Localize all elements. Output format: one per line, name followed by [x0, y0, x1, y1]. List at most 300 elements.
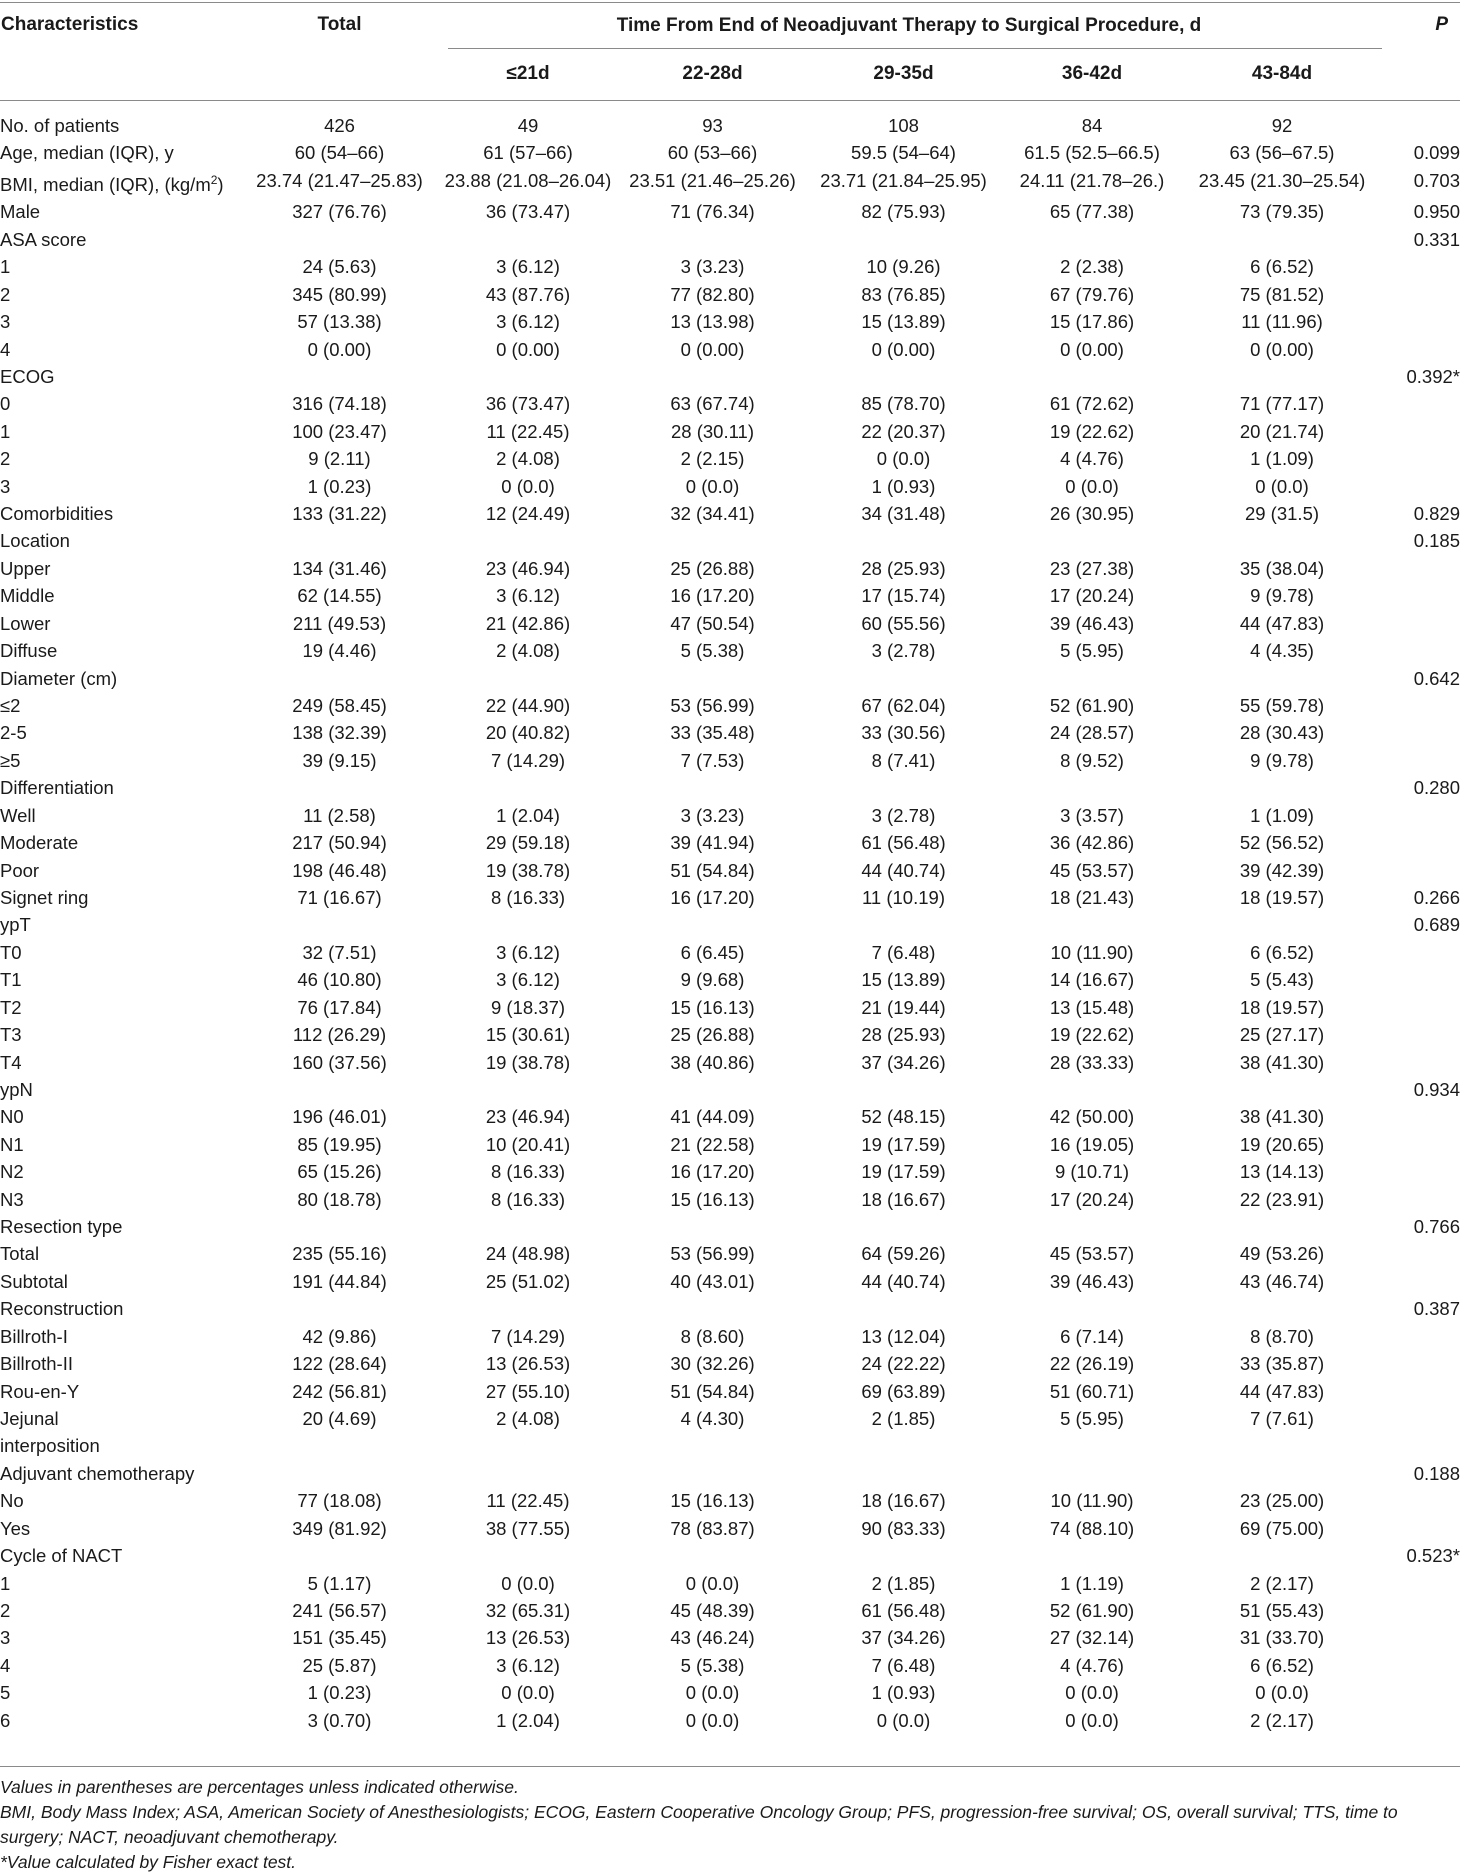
row-label — [0, 911, 238, 938]
group-cell: 16 (19.05) — [1049, 1133, 1135, 1155]
total-cell: 241 (56.57) — [292, 1599, 387, 1621]
group-cell: 19 (17.59) — [861, 1161, 946, 1183]
p-value-cell — [1377, 1049, 1460, 1076]
table-row — [0, 637, 1460, 664]
group-cell: 7 (6.48) — [871, 941, 936, 963]
table-row — [0, 1158, 1460, 1185]
group-cell — [997, 363, 1187, 390]
group-cell: 23 (46.94) — [485, 557, 571, 579]
total-cell: 217 (50.94) — [292, 832, 387, 854]
row-label — [0, 610, 238, 637]
group-cell — [1187, 1213, 1377, 1240]
total-cell: 5 (1.17) — [307, 1572, 372, 1594]
group-cell: 53 (56.99) — [670, 1243, 755, 1265]
group-cell: 28 (30.43) — [1239, 722, 1325, 744]
total-cell: 191 (44.84) — [292, 1270, 387, 1292]
row-label — [0, 308, 238, 335]
group-cell: 77 (82.80) — [670, 283, 755, 305]
group-cell: 64 (59.26) — [861, 1243, 946, 1265]
group-cell: 12 (24.49) — [485, 503, 571, 525]
group-cell — [810, 226, 997, 253]
group-cell: 3 (2.78) — [871, 804, 936, 826]
total-cell: 46 (10.80) — [297, 969, 382, 991]
group-cell: 0 (0.00) — [1060, 338, 1124, 360]
group-cell: 3 (6.12) — [496, 585, 560, 607]
group-cell: 18 (21.43) — [1049, 886, 1135, 908]
group-cell: 10 (20.41) — [485, 1133, 571, 1155]
table-bottom-rule — [0, 1766, 1460, 1767]
total-cell: 76 (17.84) — [297, 996, 382, 1018]
table-row — [0, 1570, 1460, 1597]
group-cell: 44 (47.83) — [1239, 1380, 1325, 1402]
row-label-text: Comorbidities — [0, 503, 114, 525]
group-cell: 19 (20.65) — [1239, 1133, 1325, 1155]
footnote: BMI, Body Mass Index; ASA, American Society of Anesthesiologists; ECOG, Eastern Cooperative Oncology Group; PFS, progression-free survival; OS, overall survival; TTS, time to surgery; NACT, neoadjuvant chemotherapy. — [0, 1802, 1398, 1847]
row-label-text: Differentiation — [0, 777, 114, 799]
group-cell — [615, 1213, 810, 1240]
table-row — [0, 253, 1460, 280]
group-cell: 24 (48.98) — [485, 1243, 571, 1265]
p-value-cell: 0.331 — [1413, 228, 1460, 250]
row-label-text: 3 — [0, 1627, 11, 1649]
group-cell: 44 (40.74) — [861, 1270, 946, 1292]
group-cell: 17 (20.24) — [1049, 585, 1135, 607]
total-cell: 77 (18.08) — [297, 1490, 382, 1512]
table-row — [0, 363, 1460, 390]
row-label-text: Reconstruction — [0, 1298, 124, 1320]
group-cell: 24.11 (21.78–26.) — [1019, 169, 1165, 191]
row-label-text: N1 — [0, 1133, 24, 1155]
total-cell: 80 (18.78) — [297, 1188, 382, 1210]
group-cell: 52 (61.90) — [1049, 695, 1135, 717]
row-label-text: 1 — [0, 1572, 11, 1594]
total-cell: 57 (13.38) — [297, 311, 382, 333]
group-cell: 28 (33.33) — [1049, 1051, 1135, 1073]
group-cell: 61.5 (52.5–66.5) — [1024, 142, 1160, 164]
group-cell: 43 (46.24) — [670, 1627, 755, 1649]
group-cell: 0 (0.0) — [1255, 1682, 1309, 1704]
p-value-cell: 0.185 — [1413, 530, 1460, 552]
group-cell: 78 (83.87) — [670, 1517, 755, 1539]
p-value-cell — [1377, 857, 1460, 884]
row-label — [0, 1707, 238, 1734]
group-cell: 39 (46.43) — [1049, 1270, 1135, 1292]
table-row — [0, 1432, 1460, 1459]
group-cell — [1187, 1295, 1377, 1322]
row-label — [0, 363, 238, 390]
group-cell: 13 (26.53) — [485, 1627, 571, 1649]
group-cell: 60 (53–66) — [667, 142, 758, 164]
row-label — [0, 719, 238, 746]
group-cell: 3 (6.12) — [496, 941, 560, 963]
row-label — [0, 390, 238, 417]
p-value-cell: 0.188 — [1413, 1462, 1460, 1484]
group-cell: 51 (54.84) — [670, 859, 755, 881]
p-value-cell — [1377, 1597, 1460, 1624]
group-cell: 18 (16.67) — [861, 1188, 946, 1210]
row-label-text: T1 — [0, 969, 22, 991]
group-cell: 8 (7.41) — [871, 749, 936, 771]
total-cell: 23.74 (21.47–25.83) — [256, 169, 423, 191]
group-cell: 17 (20.24) — [1049, 1188, 1135, 1210]
table-header — [0, 3, 1460, 100]
p-value-cell — [1377, 1350, 1460, 1377]
header-subgroup: 43-84d — [1251, 63, 1313, 84]
p-value-cell: 0.703 — [1413, 169, 1460, 191]
table-row — [0, 1378, 1460, 1405]
row-label-text: Male — [0, 201, 41, 223]
group-cell — [810, 774, 997, 801]
table-row — [0, 994, 1460, 1021]
table-row — [0, 1268, 1460, 1295]
total-cell: 242 (56.81) — [292, 1380, 387, 1402]
total-cell: 249 (58.45) — [292, 695, 387, 717]
group-cell: 8 (9.52) — [1060, 749, 1124, 771]
group-cell — [441, 665, 615, 692]
table-row — [0, 857, 1460, 884]
group-cell: 2 (2.17) — [1250, 1572, 1314, 1594]
total-cell: 100 (23.47) — [292, 420, 387, 442]
group-cell: 15 (16.13) — [670, 996, 755, 1018]
p-value-cell — [1377, 1487, 1460, 1514]
group-cell: 17 (15.74) — [861, 585, 946, 607]
group-cell — [615, 665, 810, 692]
table-row — [0, 1624, 1460, 1651]
group-cell: 39 (41.94) — [670, 832, 755, 854]
p-value-cell — [1377, 112, 1460, 139]
group-cell: 108 — [888, 115, 919, 136]
group-cell — [810, 1213, 997, 1240]
group-cell: 36 (73.47) — [485, 393, 571, 415]
group-cell — [997, 1542, 1187, 1569]
row-label — [0, 418, 238, 445]
row-label — [0, 1323, 238, 1350]
group-cell: 1 (0.93) — [871, 475, 936, 497]
group-cell: 9 (18.37) — [490, 996, 566, 1018]
row-label — [0, 1021, 238, 1048]
row-label-text: Well — [0, 804, 36, 826]
table-row — [0, 747, 1460, 774]
group-cell — [997, 1432, 1187, 1459]
group-cell: 11 (11.96) — [1241, 311, 1323, 333]
group-cell — [997, 1076, 1187, 1103]
group-cell: 13 (15.48) — [1049, 996, 1135, 1018]
group-cell: 59.5 (54–64) — [851, 142, 956, 164]
group-cell: 35 (38.04) — [1239, 557, 1325, 579]
p-value-cell: 0.392* — [1406, 365, 1460, 387]
table-row — [0, 473, 1460, 500]
group-cell — [615, 527, 810, 554]
group-cell: 74 (88.10) — [1049, 1517, 1135, 1539]
group-cell — [997, 774, 1187, 801]
group-cell: 0 (0.00) — [1250, 338, 1314, 360]
total-cell: 62 (14.55) — [297, 585, 382, 607]
group-cell: 25 (26.88) — [670, 557, 755, 579]
row-label — [0, 198, 238, 225]
group-cell — [810, 363, 997, 390]
group-cell: 23 (46.94) — [485, 1106, 571, 1128]
group-cell: 0 (0.0) — [501, 475, 555, 497]
group-cell: 15 (16.13) — [670, 1188, 755, 1210]
row-label-text: N0 — [0, 1106, 24, 1128]
p-value-cell — [1377, 1378, 1460, 1405]
group-cell: 21 (42.86) — [485, 612, 571, 634]
total-cell: 0 (0.00) — [307, 338, 372, 360]
group-cell: 23 (27.38) — [1049, 557, 1135, 579]
table-row — [0, 939, 1460, 966]
group-cell: 6 (6.52) — [1250, 256, 1314, 278]
total-cell — [238, 527, 441, 554]
p-value-cell: 0.829 — [1413, 503, 1460, 525]
p-value-cell: 0.387 — [1413, 1298, 1460, 1320]
group-cell: 82 (75.93) — [861, 201, 946, 223]
group-cell — [615, 911, 810, 938]
row-label-text: Diffuse — [0, 640, 58, 662]
group-cell: 30 (32.26) — [670, 1353, 755, 1375]
row-label-text: ECOG — [0, 365, 55, 387]
table-row — [0, 774, 1460, 801]
group-cell: 15 (17.86) — [1049, 311, 1135, 333]
total-cell: 196 (46.01) — [292, 1106, 387, 1128]
table-row — [0, 1213, 1460, 1240]
row-label — [0, 1158, 238, 1185]
row-label — [0, 1350, 238, 1377]
total-cell: 134 (31.46) — [292, 557, 387, 579]
group-cell: 25 (51.02) — [485, 1270, 571, 1292]
row-label — [0, 1515, 238, 1542]
group-cell: 2 (2.15) — [680, 448, 745, 470]
group-cell — [810, 527, 997, 554]
row-label-text: ypN — [0, 1078, 33, 1100]
group-cell: 5 (5.95) — [1060, 640, 1124, 662]
group-cell: 31 (33.70) — [1239, 1627, 1325, 1649]
group-cell: 15 (13.89) — [861, 311, 946, 333]
table-footnotes — [0, 1775, 1460, 1875]
row-label — [0, 747, 238, 774]
group-cell: 0 (0.0) — [1255, 475, 1309, 497]
table-row — [0, 281, 1460, 308]
group-cell: 9 (9.78) — [1250, 749, 1314, 771]
group-cell: 3 (3.23) — [680, 256, 745, 278]
group-cell: 18 (19.57) — [1239, 996, 1325, 1018]
p-value-cell: 0.280 — [1413, 777, 1460, 799]
group-cell: 7 (14.29) — [490, 1325, 566, 1347]
group-cell: 52 (48.15) — [861, 1106, 946, 1128]
p-value-cell — [1377, 1103, 1460, 1130]
total-cell: 9 (2.11) — [308, 448, 371, 470]
row-label-text: Moderate — [0, 832, 79, 854]
group-cell: 23.71 (21.84–25.95) — [820, 169, 987, 191]
row-label — [0, 112, 238, 139]
row-label-text: 4 — [0, 338, 11, 360]
group-cell: 0 (0.0) — [1065, 475, 1119, 497]
row-label-text: 6 — [0, 1709, 11, 1731]
p-value-cell — [1377, 966, 1460, 993]
group-cell: 19 (38.78) — [485, 1051, 571, 1073]
group-cell: 49 (53.26) — [1239, 1243, 1325, 1265]
group-cell: 73 (79.35) — [1239, 201, 1325, 223]
group-cell: 0 (0.00) — [871, 338, 936, 360]
row-label — [0, 445, 238, 472]
row-label-text: No. of patients — [0, 115, 120, 136]
group-cell: 22 (20.37) — [861, 420, 946, 442]
group-cell: 8 (16.33) — [490, 1161, 566, 1183]
row-label-text: 1 — [0, 420, 11, 442]
row-label — [0, 1570, 238, 1597]
row-label — [0, 1378, 238, 1405]
group-cell: 71 (76.34) — [670, 201, 755, 223]
p-value-cell — [1377, 1131, 1460, 1158]
group-cell: 21 (19.44) — [861, 996, 946, 1018]
table-row — [0, 308, 1460, 335]
total-cell: 160 (37.56) — [292, 1051, 387, 1073]
total-cell: 20 (4.69) — [302, 1407, 377, 1429]
total-cell: 19 (4.46) — [302, 640, 377, 662]
table-row — [0, 418, 1460, 445]
row-label-text: interposition — [0, 1435, 100, 1457]
group-cell — [1187, 1076, 1377, 1103]
table-row — [0, 692, 1460, 719]
table-row — [0, 829, 1460, 856]
total-cell — [238, 226, 441, 253]
group-cell: 3 (6.12) — [496, 311, 560, 333]
header-subgroup: 36-42d — [1061, 63, 1123, 84]
p-value-cell — [1377, 253, 1460, 280]
row-label — [0, 692, 238, 719]
group-cell: 9 (9.68) — [680, 969, 745, 991]
group-cell: 5 (5.43) — [1250, 969, 1314, 991]
header-subgroup: 29-35d — [873, 63, 934, 84]
total-cell: 349 (81.92) — [292, 1517, 387, 1539]
group-cell — [810, 1432, 997, 1459]
table-row — [0, 802, 1460, 829]
table-row — [0, 1597, 1460, 1624]
p-value-cell — [1377, 1323, 1460, 1350]
group-cell: 5 (5.95) — [1060, 1407, 1124, 1429]
group-cell: 22 (23.91) — [1239, 1188, 1325, 1210]
row-label — [0, 637, 238, 664]
table-row — [0, 966, 1460, 993]
table-row — [0, 527, 1460, 554]
p-value-cell: 0.934 — [1413, 1078, 1460, 1100]
total-cell: 24 (5.63) — [302, 256, 377, 278]
group-cell: 69 (63.89) — [861, 1380, 946, 1402]
group-cell: 9 (10.71) — [1054, 1161, 1130, 1183]
p-value-cell — [1377, 1186, 1460, 1213]
row-label-text: Lower — [0, 612, 51, 634]
group-cell: 16 (17.20) — [670, 886, 755, 908]
row-label — [0, 1295, 238, 1322]
group-cell — [997, 1213, 1187, 1240]
group-cell — [1187, 1542, 1377, 1569]
total-cell: 11 (2.58) — [303, 804, 376, 826]
row-label-text: Cycle of NACT — [0, 1545, 123, 1567]
row-label-tail: ) — [217, 174, 224, 195]
table-row — [0, 500, 1460, 527]
row-label-text: Middle — [0, 585, 55, 607]
group-cell — [615, 363, 810, 390]
group-cell: 32 (34.41) — [670, 503, 755, 525]
group-cell: 33 (35.48) — [670, 722, 755, 744]
group-cell: 16 (17.20) — [670, 585, 755, 607]
row-label — [0, 1652, 238, 1679]
header-group-title: Time From End of Neoadjuvant Therapy to Surgical Procedure, d — [616, 14, 1202, 36]
group-cell: 0 (0.0) — [685, 475, 740, 497]
group-cell: 8 (16.33) — [490, 886, 566, 908]
p-value-cell — [1377, 1021, 1460, 1048]
total-cell: 316 (74.18) — [292, 393, 387, 415]
group-cell: 61 (56.48) — [861, 832, 946, 854]
group-cell: 25 (27.17) — [1239, 1024, 1325, 1046]
group-cell: 10 (11.90) — [1050, 1490, 1134, 1512]
p-value-cell — [1377, 1515, 1460, 1542]
row-label — [0, 226, 238, 253]
total-cell: 32 (7.51) — [302, 941, 377, 963]
group-cell — [615, 1460, 810, 1487]
p-value-cell — [1377, 719, 1460, 746]
total-cell: 1 (0.23) — [307, 1682, 372, 1704]
total-cell — [238, 1213, 441, 1240]
row-label — [0, 857, 238, 884]
group-cell: 7 (14.29) — [490, 749, 566, 771]
table-row — [0, 1707, 1460, 1734]
group-cell: 1 (1.19) — [1060, 1572, 1124, 1594]
row-label-text: 3 — [0, 475, 11, 497]
p-value-cell — [1377, 610, 1460, 637]
group-cell: 2 (4.08) — [496, 1407, 560, 1429]
group-cell: 28 (25.93) — [861, 557, 946, 579]
total-cell: 151 (35.45) — [292, 1627, 387, 1649]
row-label-text: N2 — [0, 1161, 24, 1183]
total-cell: 3 (0.70) — [307, 1709, 372, 1731]
p-value-cell: 0.766 — [1413, 1216, 1460, 1238]
group-cell: 32 (65.31) — [485, 1599, 571, 1621]
group-cell: 53 (56.99) — [670, 695, 755, 717]
row-label-text: Subtotal — [0, 1270, 68, 1292]
group-cell: 33 (35.87) — [1239, 1353, 1325, 1375]
row-label — [0, 1487, 238, 1514]
total-cell: 85 (19.95) — [297, 1133, 382, 1155]
p-value-cell: 0.099 — [1413, 142, 1460, 164]
row-label — [0, 829, 238, 856]
group-cell: 15 (13.89) — [861, 969, 946, 991]
group-cell: 16 (17.20) — [670, 1161, 755, 1183]
group-cell: 6 (7.14) — [1060, 1325, 1124, 1347]
group-cell: 8 (8.60) — [680, 1325, 745, 1347]
group-cell: 7 (7.53) — [680, 749, 745, 771]
group-cell: 51 (54.84) — [670, 1380, 755, 1402]
group-cell — [997, 527, 1187, 554]
row-label-text: 1 — [0, 256, 11, 278]
table-row — [0, 1131, 1460, 1158]
row-label — [0, 966, 238, 993]
table-row — [0, 1542, 1460, 1569]
group-cell — [997, 911, 1187, 938]
group-cell: 49 — [517, 115, 539, 136]
row-label — [0, 1460, 238, 1487]
group-cell: 18 (19.57) — [1239, 886, 1325, 908]
group-cell: 45 (53.57) — [1049, 859, 1135, 881]
group-cell: 8 (16.33) — [490, 1188, 566, 1210]
row-label — [0, 1268, 238, 1295]
total-cell: 112 (26.29) — [292, 1024, 387, 1046]
group-cell: 52 (56.52) — [1239, 832, 1325, 854]
footnote: Values in parentheses are percentages unless indicated otherwise. — [0, 1777, 519, 1797]
row-label-text: 2 — [0, 1599, 11, 1621]
group-cell: 5 (5.38) — [680, 1654, 745, 1676]
total-cell — [238, 1460, 441, 1487]
group-cell: 65 (77.38) — [1049, 201, 1135, 223]
